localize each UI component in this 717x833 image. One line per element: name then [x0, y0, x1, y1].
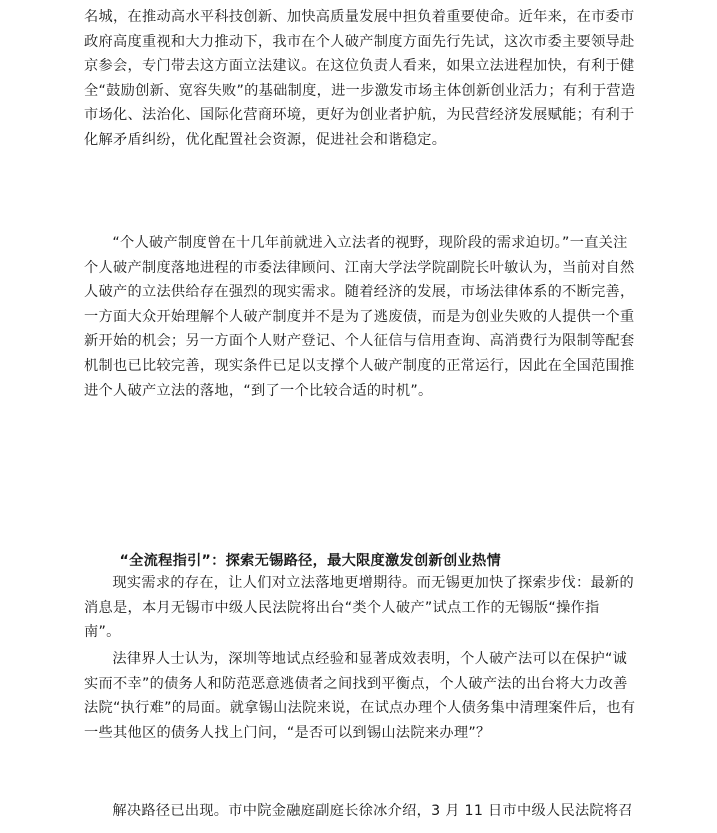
section-heading: “全流程指引”：探索无锡路径，最大限度激发创新创业热情	[119, 552, 501, 569]
article-paragraph: 法律界人士认为，深圳等地试点经验和显著成效表明，个人破产法可以在保护“诚实而不幸”的债务人和防范恶意逃债者之间找到平衡点，个人破产法的出台将大力改善法院“执行难”的局面。就拿锡山法院来说，在试点办理个人债务集中清理案件后，也有一些其他区的债务人找上门问，“是否可以到锡山法院来办理”？	[84, 651, 636, 741]
article-paragraph: 现实需求的存在，让人们对立法落地更增期待。而无锡更加快了探索步伐：最新的消息是，本月无锡市中级人民法院将出台“类个人破产”试点工作的无锡版“操作指南”。	[84, 575, 634, 641]
article-paragraph: 名城，在推动高水平科技创新、加快高质量发展中担负着重要使命。近年来，在市委市政府高度重视和大力推动下，我市在个人破产制度方面先行先试，这次市委主要领导赴京参会，专门带去这方面立法建议。在这位负责人看来，如果立法进程加快，有利于健全“鼓励创新、宽容失败”的基础制度，进一步激发市场主体创新创业活力；有利于营造市场化、法治化、国际化营商环境，更好为创业者护航，为民营经济发展赋能；有利于化解矛盾纠纷，优化配置社会资源，促进社会和谐稳定。	[84, 9, 636, 148]
article-paragraph: “个人破产制度曾在十几年前就进入立法者的视野，现阶段的需求迫切。”一直关注个人破产制度落地进程的市委法律顾问、江南大学法学院副院长叶敏认为，当前对自然人破产的立法供给存在强烈的现实需求。随着经济的发展，市场法律体系的不断完善，一方面大众开始理解个人破产制度并不是为了逃废债，而是为创业失败的人提供一个重新开始的机会；另一方面个人财产登记、个人征信与信用查询、高消费行为限制等配套机制也已比较完善，现实条件已足以支撑个人破产制度的正常运行，因此在全国范围推进个人破产立法的落地，“到了一个比较合适的时机”。	[84, 235, 635, 399]
article-paragraph: 解决路径已出现。市中院金融庭副庭长徐冰介绍，3 月 11 日市中级人民法院将召	[112, 803, 633, 819]
